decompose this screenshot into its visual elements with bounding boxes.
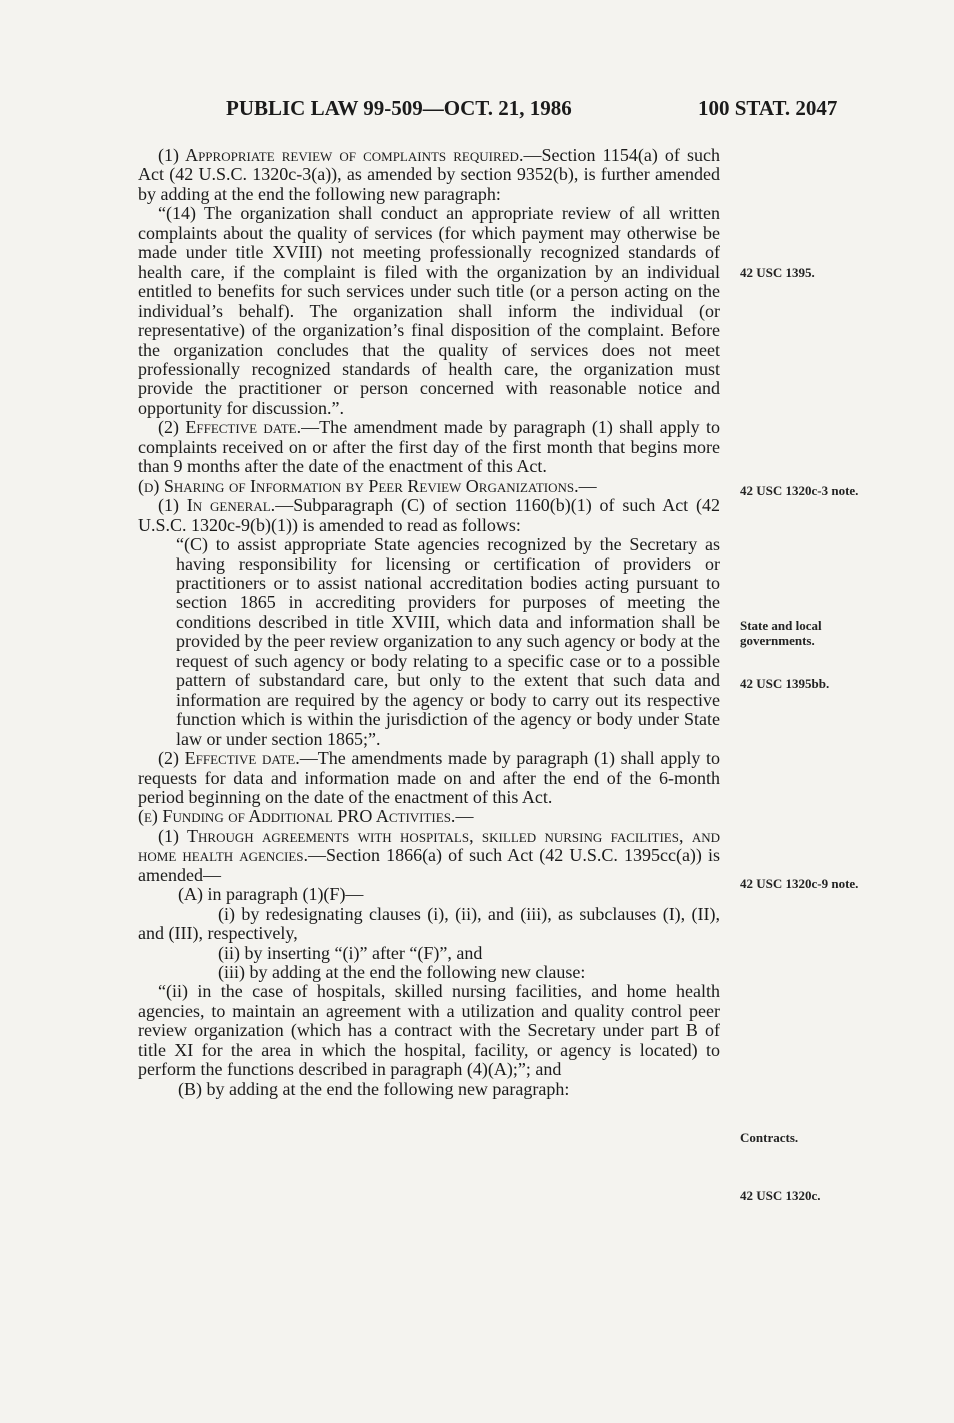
paragraph-text: “(ii) in the case of hospitals, skilled nursing facilities, and home health agencies, to maintain an agreement with a utilization and quality control peer review organization (which has a contract with the Secretary under part B of title XI for the area in which the hospital, facility, or agency is located) to perform the functions described in paragraph (4)(A);”; and [138, 981, 720, 1080]
paragraph-text: —The amendments made by paragraph (1) shall apply to requests for data and information made on and after the end of the 6-month period beginning on the date of the enactment of this Act. [138, 748, 721, 807]
statute-body [138, 146, 720, 1099]
paragraph [138, 146, 720, 204]
margin-note: 42 USC 1320c-9 note. [740, 876, 859, 891]
quoted-block [138, 535, 720, 749]
paragraph-text: (ii) by inserting “(i)” after “(F)”, and [218, 942, 483, 963]
paragraph-text: “(14) The organization shall conduct an appropriate review of all written complaints about the quality of services (for which payment may otherwise be made under title XVIII) not meeting professionally recognized standards of health care, if the complaint is filed with the organization by an individual entitled to benefits for such services under such title (or a person acting on the individual’s behalf). The organization shall inform the individual (or representative) of the organization’s final disposition of the complaint. Before the organization concludes that the quality of services does not meet professionally recognized standards of health care, the organization must provide the practitioner or person concerned with reasonable notice and opportunity for discussion.”. [138, 203, 720, 418]
paragraph-text: —Subparagraph (C) of section 1160(b)(1) of such Act (42 U.S.C. 1320c-9(b)(1)) is amended to read as follows: [138, 495, 721, 535]
subsection-title: (e) Funding of Additional PRO Activities. [138, 806, 456, 827]
paragraph-text: (A) in paragraph (1)(F)— [178, 884, 364, 905]
statute-page-number: 100 STAT. 2047 [698, 96, 838, 120]
paragraph [138, 827, 720, 885]
public-law-citation: PUBLIC LAW 99-509—OCT. 21, 1986 [226, 96, 572, 120]
subsection-heading [138, 807, 720, 826]
quoted-subparagraph [176, 535, 720, 749]
paragraph-heading: (2) Effective date. [158, 748, 300, 769]
quoted-paragraph [138, 204, 720, 418]
paragraph-text: (B) by adding at the end the following new paragraph: [178, 1078, 570, 1099]
subparagraph [138, 1080, 720, 1099]
subsection-dash: — [455, 806, 474, 827]
paragraph-heading: (2) Effective date. [158, 417, 302, 438]
paragraph-text: “(C) to assist appropriate State agencies recognized by the Secretary as having responsibility for licensing or certification of providers or practitioners or to assist national accreditation bodies acting pursuant to section 1865 in accrediting providers for purposes of meeting the conditions described in title XVIII, which data and information shall be provided by the peer review organization to any such agency or body at the request of such agency or body relating to a specific case or to a possible pattern of substandard care, but only to the extent that such data and information are required by the agency or body to carry out its respective function which is within the jurisdiction of the agency or body under State law or under section 1865;”. [176, 534, 720, 749]
paragraph-heading: (1) Through agreements with hospitals, skilled nursing facilities, and home health agencies. [138, 825, 720, 866]
paragraph-text: (i) by redesignating clauses (i), (ii), and (iii), as subclauses (I), (II), and (III), respectively, [138, 903, 720, 944]
margin-note: 42 USC 1395. [740, 265, 815, 280]
margin-note: Contracts. [740, 1130, 799, 1145]
paragraph-text: —Section 1866(a) of such Act (42 U.S.C. 1395cc(a)) is amended— [138, 845, 720, 885]
running-header [0, 96, 954, 136]
paragraph-text: (iii) by adding at the end the following new clause: [218, 962, 586, 983]
paragraph [138, 418, 720, 476]
margin-note: State and local governments. [740, 618, 822, 648]
clause [138, 944, 720, 963]
paragraph-heading: (1) In general. [158, 495, 276, 516]
subparagraph [138, 885, 720, 904]
clause [138, 963, 720, 982]
margin-note: 42 USC 1320c. [740, 1188, 821, 1203]
paragraph [138, 496, 720, 535]
clause [138, 905, 720, 944]
paragraph-heading: (1) Appropriate review of complaints required. [158, 145, 524, 165]
paragraph-text: —Section 1154(a) of such Act (42 U.S.C. 1320c-3(a)), as amended by section 9352(b), is further amended by adding at the end the following new paragraph: [138, 145, 720, 204]
subsection-dash: — [578, 475, 597, 496]
paragraph-text: —The amendment made by paragraph (1) shall apply to complaints received on or after the first day of the first month that begins more than 9 months after the date of the enactment of this Act. [138, 417, 720, 477]
margin-note: 42 USC 1320c-3 note. [740, 483, 859, 498]
subsection-heading [138, 477, 720, 496]
paragraph [138, 749, 720, 807]
margin-note: 42 USC 1395bb. [740, 676, 830, 691]
subsection-title: (d) Sharing of Information by Peer Review Organizations. [138, 475, 579, 496]
quoted-clause [138, 982, 720, 1079]
